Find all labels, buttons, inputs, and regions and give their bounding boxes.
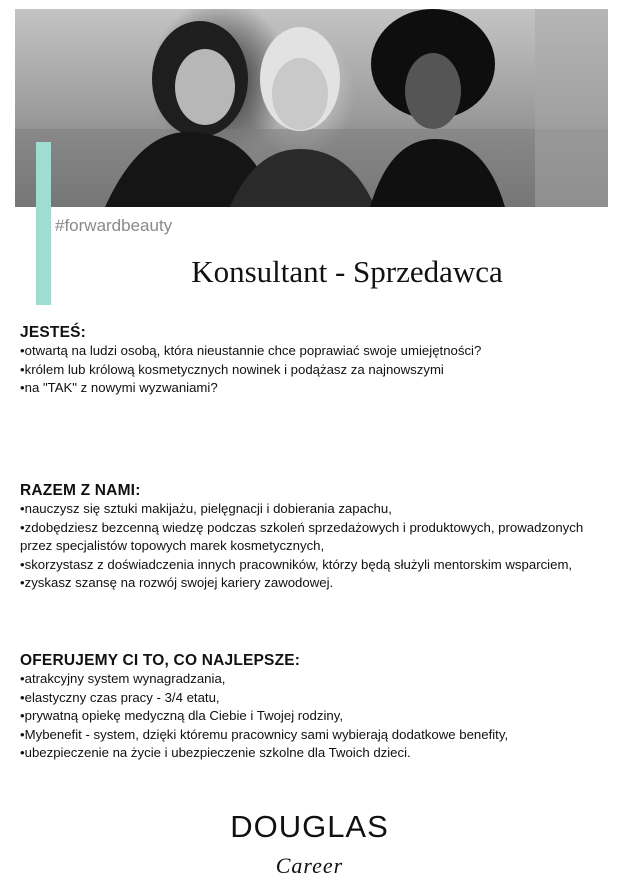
section-oferujemy (20, 651, 615, 763)
list-item: •zyskasz szansę na rozwój swojej kariery zawodowej. (20, 575, 334, 590)
bullet-list (20, 500, 615, 593)
section-heading: RAZEM Z NAMI: (20, 482, 141, 499)
list-item: •królem lub królową kosmetycznych nowinek i podążasz za najnowszymi (20, 361, 444, 377)
bullet-list (20, 342, 615, 398)
hero-illustration (15, 9, 608, 207)
list-item: •prywatną opiekę medyczną dla Ciebie i Twojej rodziny, (20, 708, 343, 723)
bullet-list (20, 670, 615, 763)
hero-photo (15, 9, 608, 207)
hashtag: #forwardbeauty (55, 216, 173, 235)
list-item: •otwartą na ludzi osobą, która nieustannie chce poprawiać swoje umiejętności? (20, 343, 482, 358)
career-subtitle: Career (275, 853, 344, 878)
list-item: •skorzystasz z doświadczenia innych pracowników, którzy będą służyli mentorskim wsparciem, (20, 556, 573, 572)
list-item: •atrakcyjny system wynagradzania, (20, 671, 226, 686)
list-item: •Mybenefit - system, dzięki któremu pracownicy sami wybierają dodatkowe benefity, (20, 726, 509, 742)
section-heading: OFERUJEMY CI TO, CO NAJLEPSZE: (20, 652, 301, 669)
section-jestes (20, 323, 615, 398)
list-item: •na "TAK" z nowymi wyzwaniami? (20, 380, 218, 395)
list-item: •elastyczny czas pracy - 3/4 etatu, (20, 689, 220, 705)
section-heading: JESTEŚ: (20, 324, 87, 341)
list-item: •nauczysz się sztuki makijażu, pielęgnacji i dobierania zapachu, (20, 501, 392, 516)
section-razem-z-nami (20, 481, 615, 593)
list-item: •zdobędziesz bezcenną wiedzę podczas szkoleń sprzedażowych i produktowych, prowadzonych przez specjalistów topowych marek kosmetycznych, (20, 519, 584, 553)
list-item: •ubezpieczenie na życie i ubezpieczenie szkolne dla Twoich dzieci. (20, 745, 411, 760)
douglas-logo: DOUGLAS (230, 809, 389, 844)
job-title: Konsultant - Sprzedawca (191, 254, 503, 289)
